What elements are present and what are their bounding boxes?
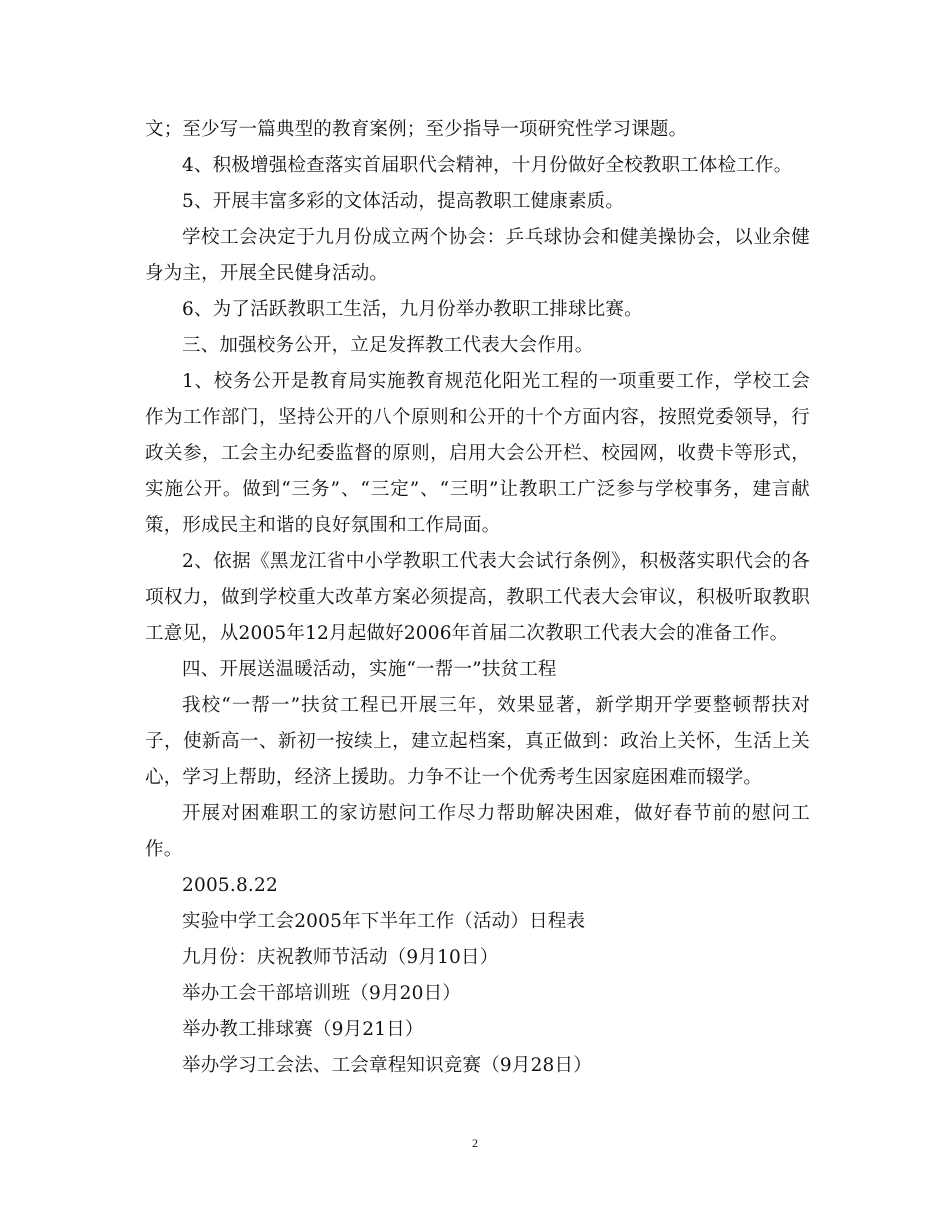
paragraph: 1、校务公开是教育局实施教育规范化阳光工程的一项重要工作，学校工会作为工作部门，坚持公开的八个原则和公开的十个方面内容，按照党委领导，行政关参，工会主办纪委监督的原则，启用大会公开栏、校园网，收费卡等形式，实施公开。做到“三务”、“三定”、“三明”让教职工广泛参与学校事务，建言献策，形成民主和谐的良好氛围和工作局面。 [145,371,810,536]
paragraph: 2、依据《黑龙江省中小学教职工代表大会试行条例》，积极落实职代会的各项权力，做到学校重大改革方案必须提高，教职工代表大会审议，积极听取教职工意见，从2005年12月起做好2006年首届二次教职工代表大会的准备工作。 [145,551,810,644]
schedule-item: 举办教工排球赛（9月21日） [182,1019,424,1040]
schedule-item: 九月份：庆祝教师节活动（9月10日） [182,947,499,968]
paragraph: 6、为了活跃教职工生活，九月份举办教职工排球比赛。 [182,299,643,320]
paragraph: 5、开展丰富多彩的文体活动，提高教职工健康素质。 [182,191,625,212]
section-heading: 三、加强校务公开，立足发挥教工代表大会作用。 [182,335,594,356]
section-heading: 四、开展送温暖活动，实施“一帮一”扶贫工程 [182,659,557,680]
paragraph: 我校“一帮一”扶贫工程已开展三年，效果显著，新学期开学要整顿帮扶对子，使新高一、新初一按续上，建立起档案，真正做到：政治上关怀，生活上关心，学习上帮助，经济上援助。力争不让一个优秀考生因家庭困难而辍学。 [145,695,810,788]
paragraph: 4、积极增强检查落实首届职代会精神，十月份做好全校教职工体检工作。 [182,155,793,176]
schedule-title: 实验中学工会2005年下半年工作（活动）日程表 [182,911,586,932]
paragraph: 开展对困难职工的家访慰问工作尽力帮助解决困难，做好春节前的慰问工作。 [145,803,810,860]
schedule-item: 举办工会干部培训班（9月20日） [182,983,462,1004]
paragraph: 文；至少写一篇典型的教育案例；至少指导一项研究性学习课题。 [145,119,688,140]
paragraph: 学校工会决定于九月份成立两个协会：乒乓球协会和健美操协会，以业余健身为主，开展全民健身活动。 [145,227,810,284]
schedule-item: 举办学习工会法、工会章程知识竞赛（9月28日） [182,1055,592,1076]
document-body [145,112,810,1084]
document-date: 2005.8.22 [182,875,278,896]
page-number: 2 [472,1136,478,1150]
